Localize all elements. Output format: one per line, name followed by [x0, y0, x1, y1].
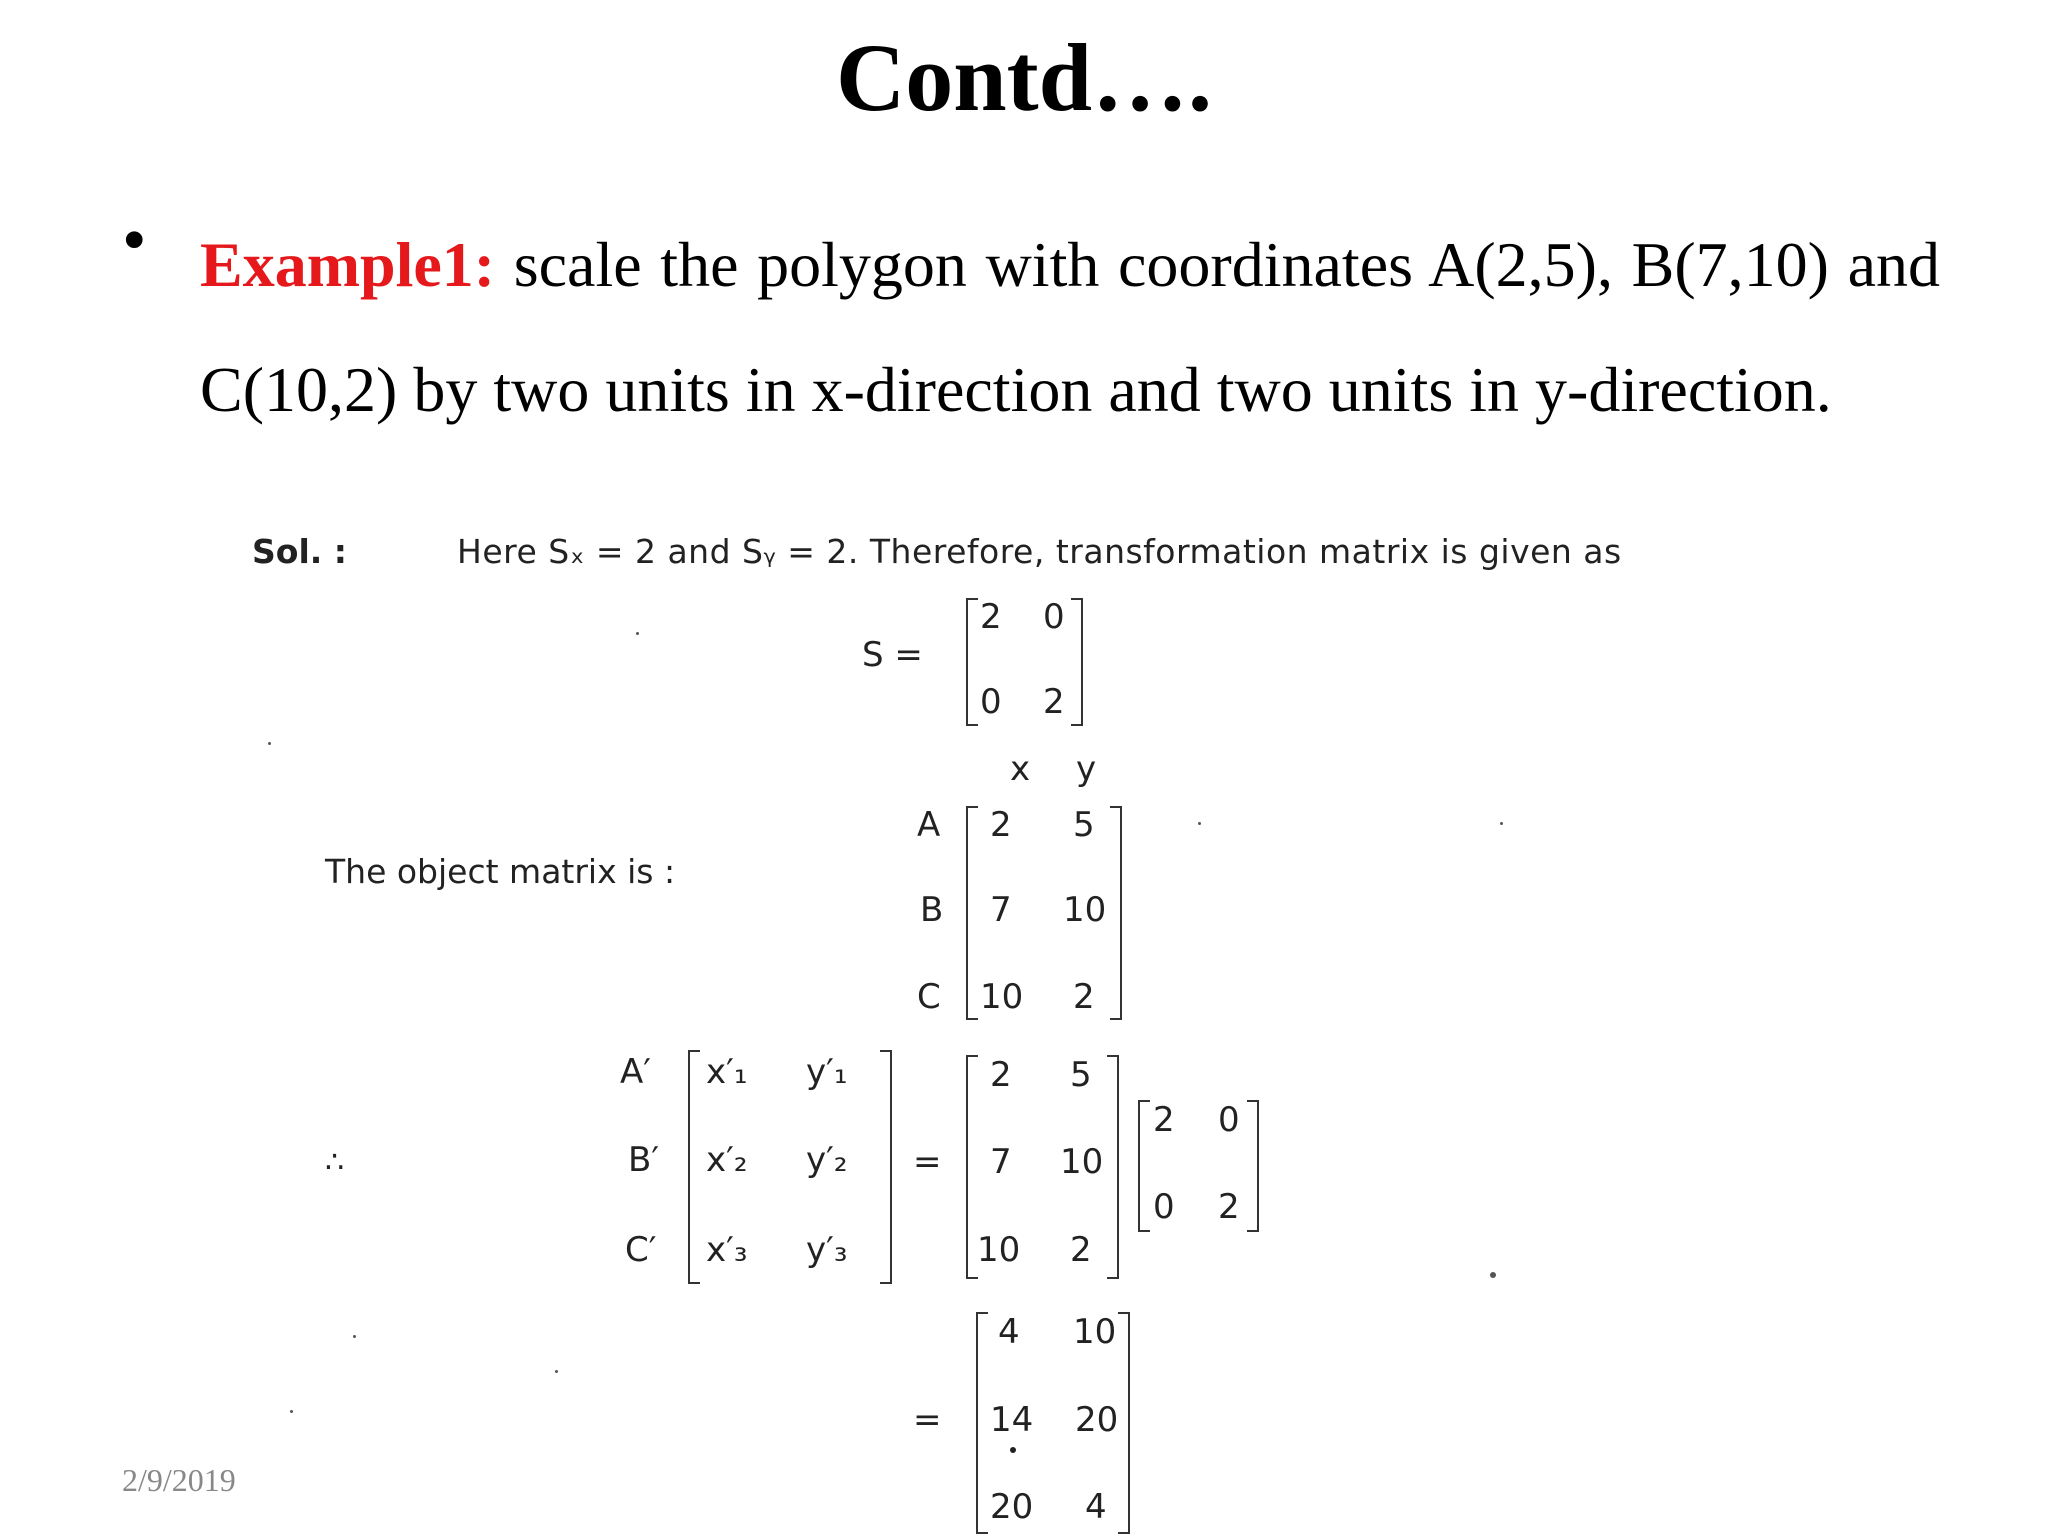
column-header-x: x: [1010, 749, 1031, 789]
row-label-a: A: [917, 805, 941, 845]
object-cell: 2: [1073, 977, 1095, 1017]
solution-text: Here Sₓ = 2 and Sᵧ = 2. Therefore, transformation matrix is given as: [457, 532, 1622, 571]
row-label-b-prime: B′: [628, 1140, 660, 1180]
object-cell: 2: [990, 805, 1012, 845]
scan-speck: [1198, 822, 1201, 825]
s-matrix-cell: 2: [1218, 1187, 1240, 1227]
therefore-symbol: ∴: [325, 1145, 345, 1180]
column-header-y: y: [1076, 749, 1097, 789]
prime-cell: x′₁: [706, 1052, 748, 1092]
slide-title: Contd….: [835, 24, 1213, 131]
object-cell: 7: [990, 1142, 1012, 1182]
object-cell: 10: [1060, 1142, 1104, 1182]
row-label-c: C: [917, 977, 941, 1017]
result-cell: 20: [990, 1487, 1034, 1527]
s-matrix-cell: 0: [1153, 1187, 1175, 1227]
s-matrix-cell: 0: [1218, 1100, 1240, 1140]
row-label-a-prime: A′: [620, 1052, 651, 1092]
equals-sign-2: =: [913, 1400, 942, 1440]
object-cell: 2: [990, 1055, 1012, 1095]
row-label-b: B: [920, 890, 944, 930]
s-matrix-lhs: S =: [862, 635, 923, 675]
s-matrix-cell: 2: [1153, 1100, 1175, 1140]
equals-sign-1: =: [913, 1142, 942, 1182]
object-cell: 10: [977, 1230, 1021, 1270]
object-cell: 7: [990, 890, 1012, 930]
prime-cell: y′₃: [806, 1230, 848, 1270]
scan-speck: [290, 1410, 293, 1413]
example-text: scale the polygon with coordinates A(2,5), B(7,10) and C(10,2) by two units in x-direction and two units in y-direction.: [200, 229, 1940, 425]
example-label: Example1:: [200, 229, 496, 300]
object-matrix-left-bracket: [966, 806, 978, 1020]
footer-date: 2/9/2019: [122, 1462, 236, 1498]
object-matrix-right-bracket: [1110, 806, 1122, 1020]
prime-cell: y′₂: [806, 1140, 848, 1180]
result-cell: 4: [1085, 1487, 1107, 1527]
object-cell: 2: [1070, 1230, 1092, 1270]
result-matrix-right-bracket: [1118, 1312, 1130, 1534]
prime-cell: x′₃: [706, 1230, 748, 1270]
scan-speck: [555, 1370, 558, 1373]
result-cell: 14: [990, 1400, 1034, 1440]
result-cell: 10: [1073, 1312, 1117, 1352]
s-matrix-2-left-bracket: [1138, 1100, 1150, 1232]
scan-speck: [268, 742, 271, 745]
result-cell: 20: [1075, 1400, 1119, 1440]
object-cell: 10: [1063, 890, 1107, 930]
s-matrix-2-right-bracket: [1247, 1100, 1259, 1232]
object-matrix-2-right-bracket: [1107, 1055, 1119, 1279]
prime-cell: y′₁: [806, 1052, 848, 1092]
scan-speck: [1490, 1272, 1496, 1278]
scan-speck: [1500, 822, 1503, 825]
prime-matrix-right-bracket: [880, 1050, 892, 1284]
bullet-marker: •: [122, 202, 147, 279]
object-cell: 5: [1073, 805, 1095, 845]
result-cell: 4: [998, 1312, 1020, 1352]
prime-matrix-left-bracket: [688, 1050, 700, 1284]
scan-speck: [353, 1335, 356, 1338]
solution-label: Sol. :: [252, 532, 347, 571]
s-matrix-cell: 2: [980, 597, 1002, 637]
prime-cell: x′₂: [706, 1140, 748, 1180]
s-matrix-cell: 0: [980, 682, 1002, 722]
s-matrix-cell: 0: [1043, 597, 1065, 637]
object-matrix-label: The object matrix is :: [325, 852, 676, 891]
s-matrix-right-bracket: [1071, 598, 1083, 726]
result-matrix-left-bracket: [976, 1312, 988, 1534]
s-matrix-cell: 2: [1043, 682, 1065, 722]
object-cell: 10: [980, 977, 1024, 1017]
s-matrix-left-bracket: [966, 598, 978, 726]
row-label-c-prime: C′: [625, 1230, 657, 1270]
example-paragraph: [200, 202, 1940, 452]
object-cell: 5: [1070, 1055, 1092, 1095]
scan-speck: [636, 632, 639, 635]
scan-speck: [1010, 1447, 1016, 1453]
